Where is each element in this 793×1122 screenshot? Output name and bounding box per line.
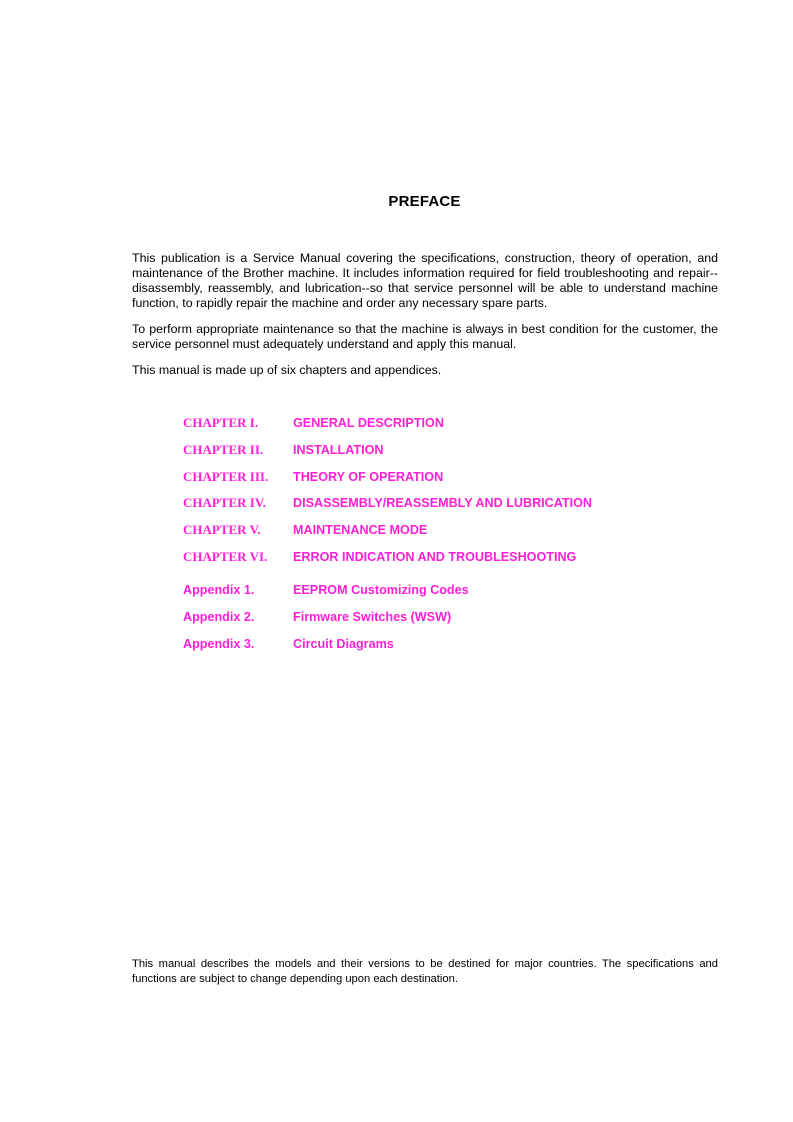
toc-chapter-6-title: ERROR INDICATION AND TROUBLESHOOTING xyxy=(293,550,577,564)
toc-chapter-2-label: CHAPTER II. xyxy=(183,442,264,457)
maintenance-paragraph: To perform appropriate maintenance so that the machine is always in best condition for the customer, the service personnel must adequately understand and apply this manual. xyxy=(132,322,718,351)
toc-appendix-3-title: Circuit Diagrams xyxy=(293,637,394,651)
toc-chapter-1-title: GENERAL DESCRIPTION xyxy=(293,416,444,430)
toc-chapter-5-title: MAINTENANCE MODE xyxy=(293,523,428,537)
toc-chapter-2-title: INSTALLATION xyxy=(293,443,384,457)
toc-chapter-1-label: CHAPTER I. xyxy=(183,415,259,430)
toc-chapter-6-label: CHAPTER VI. xyxy=(183,549,268,564)
page-title: PREFACE xyxy=(388,193,461,210)
toc-chapter-3-label: CHAPTER III. xyxy=(183,469,269,484)
structure-paragraph: This manual is made up of six chapters and appendices. xyxy=(132,363,442,377)
toc-chapter-4-label: CHAPTER IV. xyxy=(183,495,266,510)
toc-appendix-2-title: Firmware Switches (WSW) xyxy=(293,610,452,624)
toc-chapter-5-label: CHAPTER V. xyxy=(183,522,261,537)
destination-note: This manual describes the models and their versions to be destined for major countries. The specifications and functions are subject to change depending upon each destination. xyxy=(132,958,718,985)
toc-chapter-3-title: THEORY OF OPERATION xyxy=(293,470,444,484)
toc-appendix-2-label: Appendix 2. xyxy=(183,610,255,624)
toc-appendix-1-title: EEPROM Customizing Codes xyxy=(293,583,469,597)
toc-appendix-3-label: Appendix 3. xyxy=(183,637,255,651)
intro-paragraph: This publication is a Service Manual covering the specifications, construction, theory of operation, and maintenance of the Brother machine. It includes information required for field troubleshooting and repair--disassembly, reassembly, and lubrication--so that service personnel will be able to understand machine function, to rapidly repair the machine and order any necessary spare parts. xyxy=(132,251,718,310)
toc-appendix-1-label: Appendix 1. xyxy=(183,583,255,597)
toc-chapter-4-title: DISASSEMBLY/REASSEMBLY AND LUBRICATION xyxy=(293,496,593,510)
